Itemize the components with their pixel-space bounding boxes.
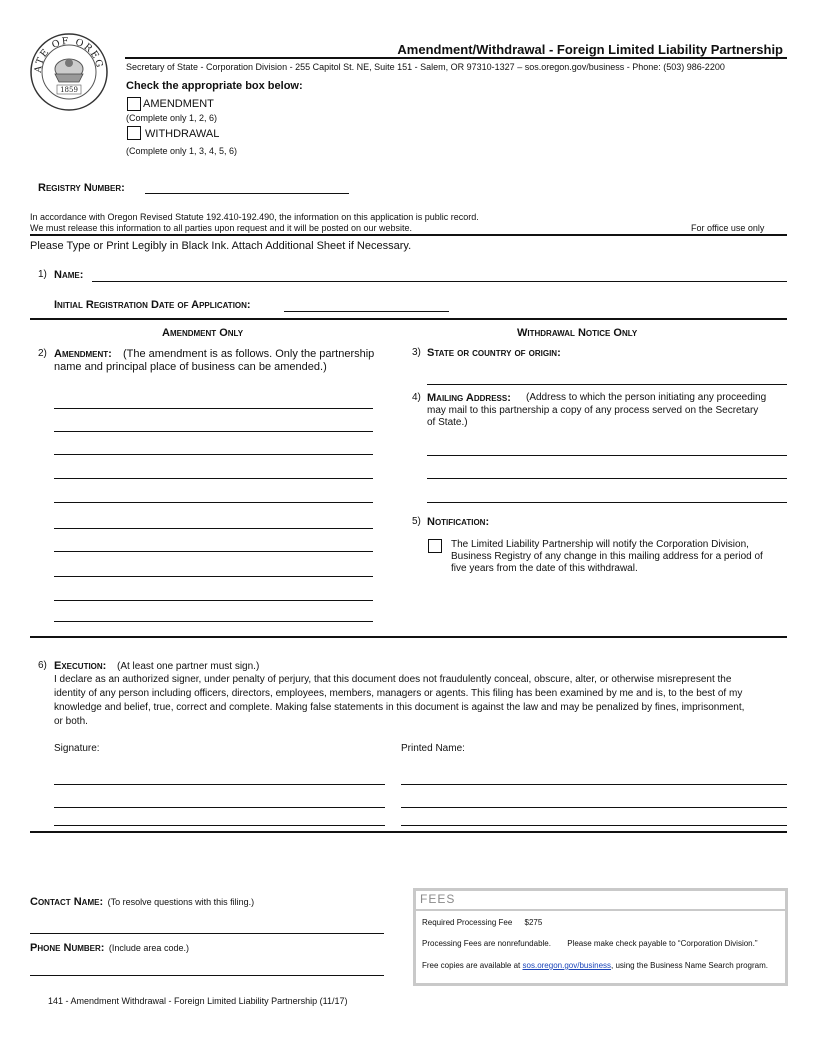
form-footer: 141 - Amendment Withdrawal - Foreign Limited Liability Partnership (11/17) (48, 996, 348, 1006)
amendment-checkbox-label: AMENDMENT (143, 98, 214, 110)
fees-copies-row (422, 961, 768, 970)
withdrawal-checkbox-label: WITHDRAWAL (145, 128, 220, 140)
printed-name-line[interactable] (401, 807, 787, 808)
amendment-line[interactable] (54, 528, 373, 529)
state-origin-field[interactable] (427, 384, 787, 385)
field-5-number: 5) (412, 516, 421, 527)
amendment-line[interactable] (54, 576, 373, 577)
amendment-line[interactable] (54, 551, 373, 552)
section-rule-top (30, 318, 787, 320)
phone-number-label: Phone Number: (30, 942, 105, 954)
public-record-notice-2: We must release this information to all parties upon request and it will be posted on our website. (30, 223, 413, 233)
fees-payable: Please make check payable to “Corporation Division.” (567, 939, 758, 948)
section-rule-bottom (30, 831, 787, 833)
seal-top-text: ATE OF OREG (32, 35, 105, 74)
notification-text-2: Business Registry of any change in this mailing address for a period of (451, 551, 763, 562)
contact-name-label: Contact Name: (30, 896, 104, 908)
fees-copies-link[interactable]: sos.oregon.gov/business (522, 961, 612, 970)
amendment-line[interactable] (54, 408, 373, 409)
withdrawal-checkbox[interactable] (127, 126, 141, 140)
instructions: Please Type or Print Legibly in Black Ink. Attach Additional Sheet if Necessary. (30, 240, 412, 252)
execution-sublabel: (At least one partner must sign.) (117, 661, 260, 672)
declaration-line-2: identity of any person including officers, directors, employees, members, managers or agents. This filing has been examined by me and is, to the best of my (54, 688, 743, 699)
withdrawal-note: (Complete only 1, 3, 4, 5, 6) (126, 146, 238, 156)
mailing-text-3: of State.) (427, 417, 468, 428)
agency-line: Secretary of State - Corporation Division - 255 Capitol St. NE, Suite 151 - Salem, OR 97310-1327 – sos.oregon.gov/business - Phone: (503) 986-2200 (126, 62, 725, 72)
contact-name-row (30, 892, 254, 910)
declaration-line-3: knowledge and belief, true, correct and complete. Making false statements in this document is against the law and may be penalized by fines, imprisonment, (54, 702, 745, 713)
state-origin-label: State or country of origin: (427, 347, 561, 359)
fees-title: FEES (420, 892, 456, 906)
amendment-line[interactable] (54, 502, 373, 503)
amendment-checkbox[interactable] (127, 97, 141, 111)
printed-name-label: Printed Name: (401, 743, 465, 754)
notification-text-1: The Limited Liability Partnership will notify the Corporation Division, (451, 539, 749, 550)
fees-nonrefundable-row (422, 939, 758, 948)
signature-line[interactable] (54, 807, 385, 808)
field-4-number: 4) (412, 392, 421, 403)
phone-number-row (30, 938, 189, 956)
mailing-text-2: may mail to this partnership a copy of any process served on the Secretary (427, 405, 759, 416)
mailing-address-line[interactable] (427, 455, 787, 456)
field-2-number: 2) (38, 348, 47, 359)
office-use-label: For office use only (691, 223, 765, 233)
mailing-address-line[interactable] (427, 478, 787, 479)
mailing-address-line[interactable] (427, 502, 787, 503)
registry-number-field[interactable] (145, 193, 349, 194)
notification-text-3: five years from the date of this withdrawal. (451, 563, 638, 574)
contact-name-field[interactable] (30, 933, 384, 934)
form-title: Amendment/Withdrawal - Foreign Limited Liability Partnership (397, 42, 783, 57)
fees-box (413, 888, 788, 986)
fees-required-row (422, 918, 542, 927)
signature-label: Signature: (54, 743, 100, 754)
notification-checkbox[interactable] (428, 539, 442, 553)
contact-name-note: (To resolve questions with this filing.) (107, 897, 255, 907)
amendment-note: (Complete only 1, 2, 6) (126, 113, 218, 123)
initial-registration-label: Initial Registration Date of Application: (54, 299, 251, 311)
amendment-text-2: name and principal place of business can be amended.) (54, 361, 327, 373)
registry-number-label: Registry Number: (38, 182, 125, 194)
field-3-number: 3) (412, 347, 421, 358)
signature-line[interactable] (54, 825, 385, 826)
amendment-line[interactable] (54, 454, 373, 455)
amendment-label: Amendment: (54, 348, 112, 360)
field-1-number: 1) (38, 269, 47, 280)
phone-number-field[interactable] (30, 975, 384, 976)
printed-name-line[interactable] (401, 825, 787, 826)
printed-name-line[interactable] (401, 784, 787, 785)
seal-year: 1859 (60, 86, 78, 94)
declaration-line-1: I declare as an authorized signer, under penalty of perjury, that this document does not fraudulently conceal, obscure, alter, or otherwise misrepresent the (54, 674, 732, 685)
fees-required-label: Required Processing Fee (422, 918, 513, 927)
fees-required-amount: $275 (524, 918, 543, 927)
section-rule-middle (30, 636, 787, 638)
name-field[interactable] (92, 281, 787, 282)
name-label: Name: (54, 269, 84, 281)
withdrawal-notice-heading: Withdrawal Notice Only (517, 327, 638, 339)
amendment-line[interactable] (54, 431, 373, 432)
public-record-notice-1: In accordance with Oregon Revised Statute 192.410-192.490, the information on this application is public record. (30, 212, 479, 222)
fees-copies-prefix: Free copies are available at (422, 961, 521, 970)
fees-divider (416, 909, 785, 911)
check-box-prompt: Check the appropriate box below: (126, 80, 303, 92)
fees-copies-suffix: , using the Business Name Search program. (611, 961, 768, 970)
execution-label: Execution: (54, 660, 107, 672)
mailing-text-1: (Address to which the person initiating any proceeding (526, 392, 767, 403)
fees-nonrefundable: Processing Fees are nonrefundable. (422, 939, 551, 948)
oregon-state-seal (29, 32, 109, 112)
amendment-only-heading: Amendment Only (162, 327, 244, 339)
amendment-text-1: (The amendment is as follows. Only the partnership (123, 348, 375, 360)
header-rule (125, 57, 787, 59)
signature-line[interactable] (54, 784, 385, 785)
amendment-line[interactable] (54, 600, 373, 601)
declaration-line-4: or both. (54, 716, 88, 727)
mailing-address-label: Mailing Address: (427, 392, 511, 404)
phone-number-note: (Include area code.) (108, 943, 189, 953)
amendment-line[interactable] (54, 621, 373, 622)
notification-label: Notification: (427, 516, 490, 528)
amendment-line[interactable] (54, 478, 373, 479)
field-6-number: 6) (38, 660, 47, 671)
notice-rule (30, 234, 787, 236)
initial-registration-field[interactable] (284, 311, 449, 312)
